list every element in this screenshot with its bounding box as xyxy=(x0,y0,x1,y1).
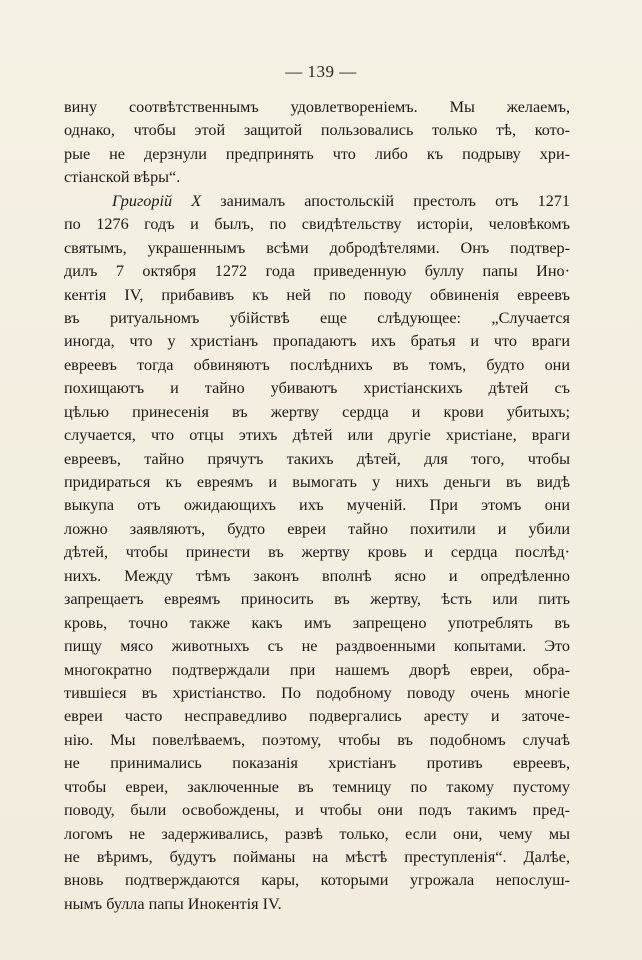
text-line: дѣтей, чтобы принести въ жертву кровь и сердца послѣд· xyxy=(64,543,570,562)
text-line: ложно заявляютъ, будто евреи тайно похитили и убили xyxy=(64,519,570,538)
text-line: вину соотвѣтственнымъ удовлетворенiемъ. Мы желаемъ, xyxy=(64,98,570,116)
text-line: не вѣримъ, будутъ пойманы на мѣстѣ преступленiя“. Далѣе, xyxy=(64,848,570,866)
text-line: евреевъ, тайно прячутъ такихъ дѣтей, для того, чтобы xyxy=(64,449,570,468)
text-line: вновь подтверждаются кары, которыми угрожала непослуш- xyxy=(64,871,570,890)
text-line: рые не дерзнули предпринять что либо къ подрыву хри- xyxy=(64,144,570,163)
text-line: чтобы евреи, заключенные въ темницу по такому пустому xyxy=(64,777,570,796)
text-line: святымъ, украшеннымъ всѣми добродѣтелями. Онъ подтвер- xyxy=(64,238,570,257)
text-line: пищу мясо животныхъ съ не раздвоенными копытами. Это xyxy=(64,637,570,656)
text-line: въ ритуальномъ убiйствѣ еще слѣдующее: „Случается xyxy=(64,308,570,327)
text-line: кровь, точно также какъ имъ запрещено употреблять въ xyxy=(64,613,570,632)
text-line: евреевъ тогда обвиняютъ послѣднихъ въ томъ, будто они xyxy=(64,355,570,374)
text-line: нiю. Мы повелѣваемъ, поэтому, чтобы въ подобномъ случаѣ xyxy=(64,730,570,749)
text-line: однако, чтобы этой защитой пользовались только тѣ, кото- xyxy=(64,121,570,140)
text-line: логомъ не задерживались, развѣ только, если они, чему мы xyxy=(64,824,570,843)
text-line: по 1276 годъ и былъ, по свидѣтельству исторiи, человѣкомъ xyxy=(64,215,570,234)
text-run: занималъ апостольскiй престолъ отъ 1271 xyxy=(201,191,570,210)
text-line: евреи часто несправедливо подвергались аресту и заточе- xyxy=(64,707,570,726)
page-number: — 139 — xyxy=(285,62,357,81)
text-line: стiанской вѣры“. xyxy=(64,168,181,187)
paragraph-start-line xyxy=(64,190,570,213)
text-line: случается, что отцы этихъ дѣтей или другiе христiане, враги xyxy=(64,426,570,445)
text-line: многократно подтверждали при нашемъ дворѣ евреи, обра- xyxy=(64,660,570,679)
text-line: иногда, что у христiанъ пропадаютъ ихъ братья и что враги xyxy=(64,332,570,351)
text-line: нихъ. Между тѣмъ законъ вполнѣ ясно и опредѣленно xyxy=(64,566,570,585)
text-line: дилъ 7 октября 1272 года приведенную буллу папы Ино· xyxy=(64,262,570,281)
name-gregory-x: Григорiй X xyxy=(112,191,202,210)
text-line: выкупа отъ ожидающихъ ихъ мученiй. При этомъ они xyxy=(64,496,570,515)
text-line: придираться къ евреямъ и вымогать у нихъ деньги въ видѣ xyxy=(64,473,570,491)
text-line: нымъ булла папы Инокентiя IV. xyxy=(64,894,282,913)
text-line: запрещаетъ евреямъ приносить въ жертву, ѣсть или пить xyxy=(64,590,570,609)
text-line: цѣлью принесенiя въ жертву сердца и крови убитыхъ; xyxy=(64,402,570,421)
text-line: кентiя IV, прибавивъ къ ней по поводу обвиненiя евреевъ xyxy=(64,285,570,304)
text-line: поводу, были освобождены, и чтобы они подъ такимъ пред- xyxy=(64,801,570,820)
text-line: тившiеся въ христiанство. По подобному поводу очень многiе xyxy=(64,683,570,702)
text-line: похищаютъ и тайно убиваютъ христiанскихъ дѣтей съ xyxy=(64,379,570,398)
body-text xyxy=(64,96,570,916)
text-line: не принимались показанiя христiанъ противъ евреевъ, xyxy=(64,754,570,773)
